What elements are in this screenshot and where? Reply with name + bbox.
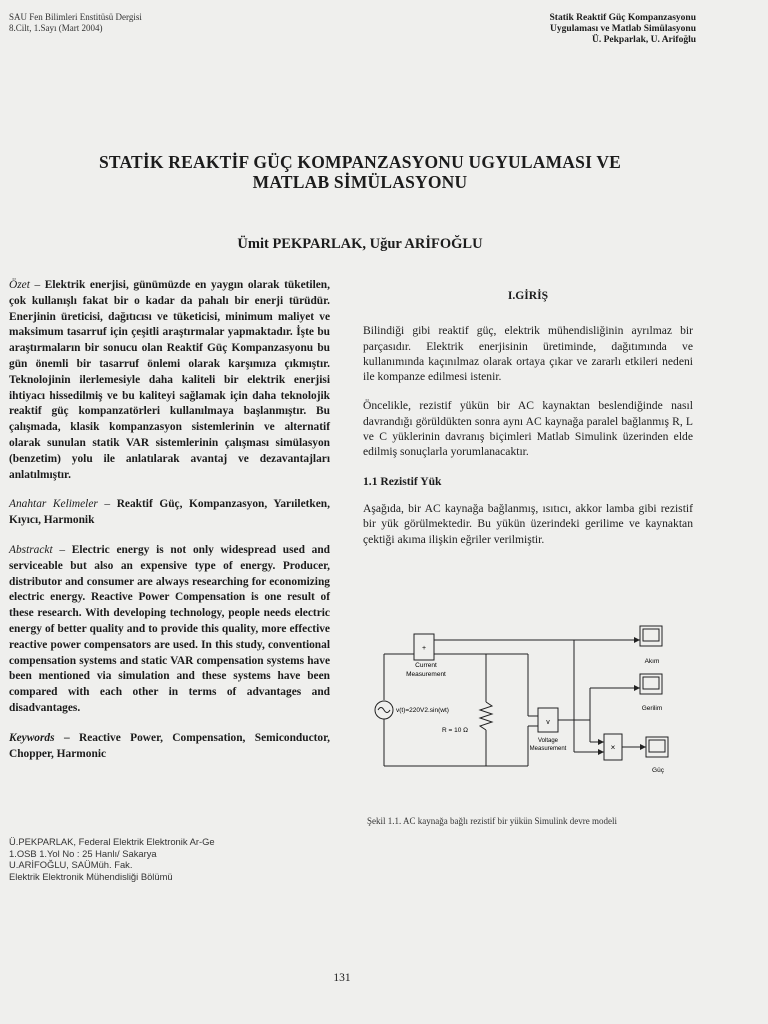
journal-volume: 8.Cilt, 1.Sayı (Mart 2004)	[9, 23, 103, 33]
figure-caption: Şekil 1.1. AC kaynağa bağlı rezistif bir yükün Simulink devre modeli	[367, 816, 617, 826]
section-heading: I.GİRİŞ	[507, 289, 549, 302]
right-column	[363, 278, 693, 561]
scope-current-label: Akım	[644, 658, 660, 665]
page-number: 131	[333, 972, 351, 984]
scope-power-label: Güç	[652, 767, 664, 774]
author-affiliations	[9, 836, 215, 882]
abstract-en	[9, 543, 330, 717]
running-title-2: Uygulaması ve Matlab Simülasyonu	[550, 24, 696, 34]
affiliation-line-2: 1.OSB 1.Yol No : 25 Hanlı/ Sakarya	[9, 847, 157, 859]
intro-paragraph-1: Bilindiği gibi reaktif güç, elektrik mühendisliğinin ayrılmaz bir parçasıdır. Elektrik enerjisinin üretiminde, dağıtımında ve kullanımında kaçınılmaz olarak ortaya çıkar ve zararlı etkileri nedeni ile kompanze edilmesi istenir.	[363, 324, 693, 384]
resistor-label: R = 10 Ω	[442, 727, 468, 734]
keywords-tr	[9, 497, 330, 529]
journal-header	[9, 12, 142, 34]
running-header	[550, 13, 696, 46]
title-line-1: STATİK REAKTİF GÜÇ KOMPANZASYONU UGYULAMASI VE	[98, 152, 622, 172]
left-column	[9, 278, 330, 776]
abstract-tr	[9, 278, 330, 483]
abstract-en-text: Electric energy is not only widespread used and serviceable but also an expensive type of energy. Producer, distributor and consumer are always researching for economizing electric energy. Reactive Power Compensation is one result of these research. With developing technology, people needs electric energy of better quality and to provide this quality, more effective reactive power compensators are used. In this study, conventional compensation systems and static VAR compensation systems have been mentioned via simulation and these systems have been compared with each other in terms of advantages and disadvantages.	[9, 543, 331, 714]
affiliation-line-4: Elektrik Elektronik Mühendisliği Bölümü	[9, 870, 173, 882]
subsection-paragraph: Aşağıda, bir AC kaynağa bağlanmış, ısıtıcı, akkor lamba gibi rezistif bir yük görülmektedir. Bu yükün üzerindeki gerilime ve kaynaktan çektiği akıma ilişkin eğriler verilmiştir.	[363, 501, 693, 546]
source-label: v(t)=220V2.sin(wt)	[396, 707, 449, 714]
title-line-2: MATLAB SİMÜLASYONU	[252, 172, 468, 192]
simulink-circuit-figure	[366, 620, 686, 790]
svg-text:+: +	[421, 645, 427, 652]
svg-text:×: ×	[610, 743, 616, 752]
journal-name: SAU Fen Bilimleri Enstitüsü Dergisi	[9, 12, 142, 22]
resistor-symbol	[480, 702, 492, 730]
current-label-2: Measurement	[406, 671, 446, 678]
paper-title	[40, 152, 680, 192]
current-label-1: Current	[415, 662, 437, 669]
authors: Ümit PEKPARLAK, Uğur ARİFOĞLU	[237, 236, 483, 252]
voltage-label-1: Voltage	[537, 738, 559, 744]
abstract-tr-label: Özet –	[9, 279, 41, 291]
svg-text:v: v	[546, 719, 550, 726]
abstract-en-label: Abstrackt –	[9, 543, 66, 556]
affiliation-line-1: Ü.PEKPARLAK, Federal Elektrik Elektronik Ar-Ge	[9, 836, 215, 847]
intro-paragraph-2: Öncelikle, rezistif yükün bir AC kaynaktan beslendiğinde nasıl davrandığı görüldükten sonra aynı AC kaynağa paralel bağlanmış R, L ve C yüklerinin davranış biçimleri Matlab Simulink üzerinden elde edilmiş sonuçlarla yorumlanacaktır.	[363, 399, 693, 459]
affiliation-line-3: U.ARİFOĞLU, SAÜMüh. Fak.	[9, 859, 133, 870]
scope-voltage-label: Gerilim	[641, 705, 663, 712]
keywords-tr-text: Reaktif Güç, Kompanzasyon, Yarıiletken, Kıyıcı, Harmonik	[9, 498, 330, 527]
keywords-en-text: – Reactive Power, Compensation, Semiconductor, Chopper, Harmonic	[9, 731, 330, 760]
keywords-tr-label: Anahtar Kelimeler –	[9, 498, 111, 511]
abstract-tr-text: Elektrik enerjisi, günümüzde en yaygın olarak tüketilen, çok kullanışlı fakat bir o kadar da pahalı bir enerji türüdür. Enerjinin üreticisi, dağıtıcısı ve tüketicisi, minimum maliyet ve maksimum tasarruf için çeşitli araştırmalar yapmaktadır. İşte bu araştırmaların bir sonucu olan Reaktif Güç Kompanzasyonu bu gün önemli bir tasarruf önlemi olarak karşımıza çıkmıştır. Teknolojinin ilerlemesiyle daha kaliteli bir elektrik enerjisi ihtiyacı hissedilmiş ve bu kaliteyi sağlamak için daha teknolojik reaktif güç kompanzatörleri kullanılmaya başlanmıştır. Bu çalışmada, klasik kompanzasyon sistemlerinin ve alternatif olarak sunulan statik VAR sistemlerinin çalışması simülasyon (benzetim) yolu ile anlatılarak avantaj ve dezavantajları anlatılmıştır.	[9, 279, 330, 481]
voltage-label-2: Measurement	[529, 746, 567, 752]
running-title-1: Statik Reaktif Güç Kompanzasyonu	[549, 13, 696, 23]
keywords-en	[9, 731, 330, 763]
subsection-heading: 1.1 Rezistif Yük	[363, 474, 442, 488]
running-authors: Ü. Pekparlak, U. Arifoğlu	[592, 35, 696, 45]
keywords-en-label: Keywords	[9, 731, 55, 744]
